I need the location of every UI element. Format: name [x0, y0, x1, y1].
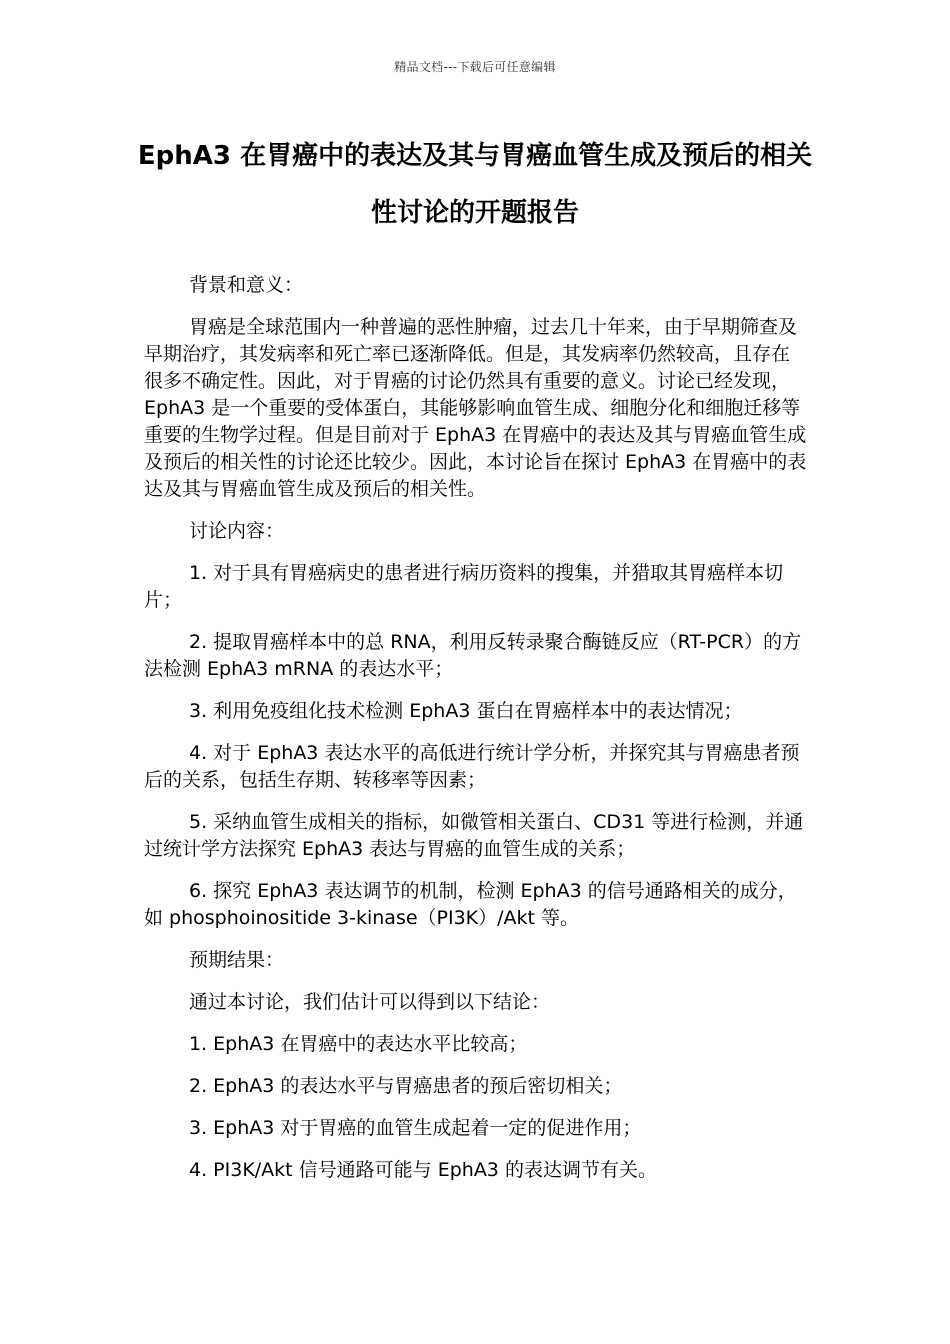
document-title: EphA3 在胃癌中的表达及其与胃癌血管生成及预后的相关性讨论的开题报告 — [137, 141, 813, 228]
result-item: 3. EphA3 对于胃癌的血管生成起着一定的促进作用； — [189, 1117, 642, 1139]
result-item: 2. EphA3 的表达水平与胃癌患者的预后密切相关； — [189, 1075, 623, 1097]
content-item: 5. 采纳血管生成相关的指标，如微管相关蛋白、CD31 等进行检测，并通过统计学方法探究 EphA3 表达与胃癌的血管生成的关系； — [144, 811, 804, 860]
content-item: 2. 提取胃癌样本中的总 RNA，利用反转录聚合酶链反应（RT-PCR）的方法检测 EphA3 mRNA 的表达水平； — [144, 631, 802, 680]
page-header-note: 精品文档---下载后可任意编辑 — [394, 60, 556, 74]
background-paragraph: 胃癌是全球范围内一种普遍的恶性肿瘤，过去几十年来，由于早期筛查及早期治疗，其发病率和死亡率已逐渐降低。但是，其发病率仍然较高，且存在很多不确定性。因此，对于胃癌的讨论仍然具有重要的意义。讨论已经发现，EphA3 是一个重要的受体蛋白，其能够影响血管生成、细胞分化和细胞迁移等重要的生物学过程。但是目前对于 EphA3 在胃癌中的表达及其与胃癌血管生成及预后的相关性的讨论还比较少。因此，本讨论旨在探讨 EphA3 在胃癌中的表达及其与胃癌血管生成及预后的相关性。 — [144, 316, 807, 500]
result-item: 1. EphA3 在胃癌中的表达水平比较高； — [189, 1033, 528, 1055]
section-heading-content: 讨论内容： — [189, 520, 285, 542]
section-heading-background: 背景和意义： — [189, 274, 304, 296]
results-intro: 通过本讨论，我们估计可以得到以下结论： — [189, 991, 551, 1013]
result-item: 4. PI3K/Akt 信号通路可能与 EphA3 的表达调节有关。 — [189, 1159, 657, 1181]
content-item: 3. 利用免疫组化技术检测 EphA3 蛋白在胃癌样本中的表达情况； — [189, 700, 743, 722]
content-item: 4. 对于 EphA3 表达水平的高低进行统计学分析，并探究其与胃癌患者预后的关系，包括生存期、转移率等因素； — [144, 742, 800, 791]
content-item: 6. 探究 EphA3 表达调节的机制，检测 EphA3 的信号通路相关的成分，如 phosphoinositide 3-kinase（PI3K）/Akt 等。 — [144, 880, 797, 929]
section-heading-results: 预期结果： — [189, 949, 285, 971]
document-body — [144, 272, 808, 1199]
content-item: 1. 对于具有胃癌病史的患者进行病历资料的搜集，并猎取其胃癌样本切片； — [144, 562, 784, 611]
